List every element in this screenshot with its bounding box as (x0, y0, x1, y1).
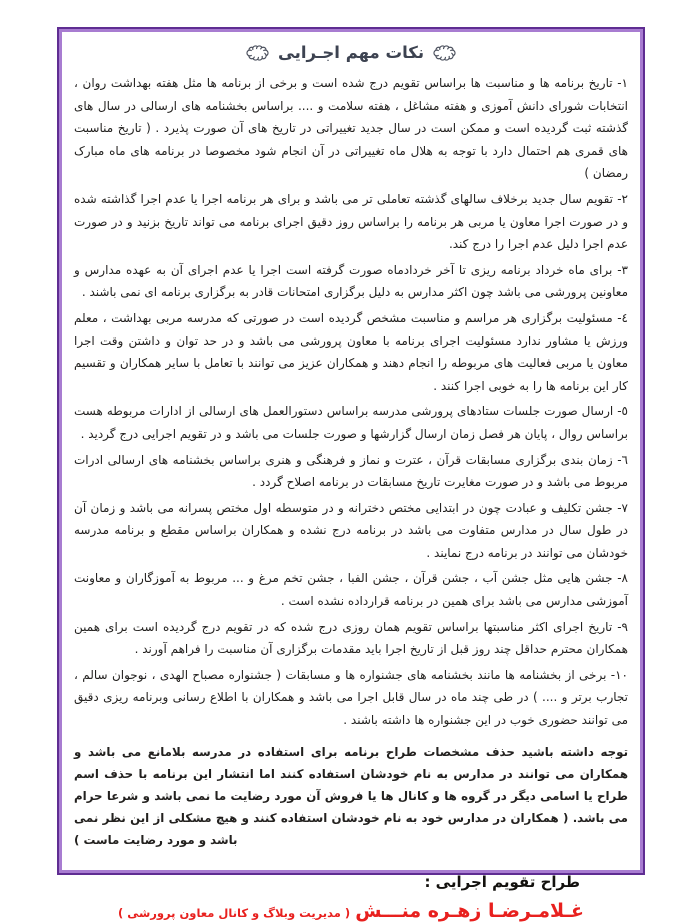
note-item-10: ۱۰- برخی از بخشنامه ها مانند بخشنامه های جشنواره ها و مسابقات ( جشنواره مصباح الهدی ، نوجوان سالم ، تجارب برتر و .... ) در طی چند ماه در سال قابل اجرا می باشد و همکاران با اطلاع رسانی وبرنامه ریزی دقیق می توانند حضوری خوب در این جشنواره ها داشته باشند . (74, 667, 628, 728)
page-title: نکات مهم اجـرایی (277, 43, 425, 62)
page-title-row (74, 43, 628, 62)
usage-warning-note: توجه داشته باشید حذف مشخصات طراح برنامه برای استفاده در مدرسه بلامانع می باشد و همکاران می توانند در مدارس به نام خودشان استفاده کنند اما انتشار این برنامه با حذف اسم طراح یا اسامی دیگر در گروه ها و کانال ها یا فروش آن مورد رضایت ما نمی باشد و شرعا حرام می باشد. ( همکاران در مدارس خود به نام خودشان استفاده کنند و هیچ مشکلی از این نظر نمی باشد و مورد رضایت ماست ) (74, 744, 628, 847)
designer-label: طراح تقویم اجرایی : (424, 872, 580, 891)
note-item-9: ۹- تاریخ اجرای اکثر مناسبتها براساس تقویم همان روزی درج شده که در تقویم درج گردیده است برای همین همکاران محترم حداقل چند روز قبل از تاریخ اجرا باید مقدمات برگزاری آن مناسبت را فراهم آورند . (74, 619, 628, 657)
note-item-5: ٥- ارسال صورت جلسات ستادهای پرورشی مدرسه براساس دستورالعمل های ارسالی از ادارات مربوطه هست براساس روال ، پایان هر فصل زمان ارسال گزارشها و صورت جلسات می باشد و در تقویم اجرایی درج گردید . (74, 404, 628, 441)
note-item-7: ۷- جشن تکلیف و عبادت چون در ابتدایی مختص دخترانه و در متوسطه اول مختص پسرانه می باشد و زمان آن در طول سال در مدارس متفاوت می باشد در برنامه درج نشده و همکاران براساس مقطع و برنامه مدرسه خودشان می توانند در برنامه درج نمایند . (74, 500, 628, 560)
note-item-3: ۳- برای ماه خرداد برنامه ریزی تا آخر خردادماه صورت گرفته است اجرا یا عدم اجرای آن به عهده مدارس و معاونین پرورشی می باشد چون اکثر مدارس به دلیل برگزاری امتحانات قادر به برگزاری برنامه ای نمی باشند . (74, 262, 628, 300)
designer-role: ( مدیریت وبلاگ و کانال معاون پرورشی ) (118, 905, 351, 920)
note-item-1: ۱- تاریخ برنامه ها و مناسبت ها براساس تقویم درج شده است و برخی از برنامه ها مثل هفته بهداشت روان ، انتخابات شورای دانش آموزی و هفته مشاغل ، هفته سلامت و .... براساس بخشنامه های ارسالی در سال های گذشته ثبت گردیده است و ممکن است در سال جدید تغییراتی در تاریخ های آن صورت پذیرد . ( تاریخ مناسبت های قمری هم احتمال دارد با توجه به هلال ماه تغییراتی در آن انجام شود مخصوصا در برنامه های ماه مبارک رمضان ) (74, 76, 628, 181)
document-page-border (57, 27, 645, 922)
note-item-8: ۸- جشن هایی مثل جشن آب ، جشن قرآن ، جشن الفبا ، جشن تخم مرغ و ... مربوط به آموزگاران و معاونت آموزشی مدارس می باشد برای همین در برنامه قرارداده نشده است . (74, 571, 628, 609)
designer-name: غـلامـرضـا زهـره منـــش (355, 899, 584, 922)
document-page (59, 29, 643, 922)
notes-list (74, 72, 628, 851)
cloud-ornament-icon (433, 45, 456, 61)
designer-line (74, 900, 628, 922)
note-item-6: ٦- زمان بندی برگزاری مسابقات قرآن ، عترت و نماز و فرهنگی و هنری براساس بخشنامه های ارسالی ادرات مربوط می باشد و در صورت مغایرت تاریخ مسابقات در برنامه اصلاح گردد . (74, 452, 628, 490)
note-item-4: ٤- مسئولیت برگزاری هر مراسم و مناسبت مشخص گردیده است در صورتی که مدرسه مربی بهداشت ، معلم ورزش یا مشاور ندارد مسئولیت اجرای برنامه با معاون پرورشی می باشد و در حد توان و داشتن وقت اجرا معاون یا مربی فعالیت های مربوطه را انجام دهند و همکاران عزیز می توانند با تعامل با سایر همکاران و تقسیم کار این برنامه ها را به خوبی اجرا کنند . (74, 310, 628, 393)
note-item-2: ۲- تقویم سال جدید برخلاف سالهای گذشته تعاملی تر می باشد و برای هر برنامه اجرا یا عدم اجرا گذاشته شده و در صورت اجرا معاون یا مربی هر برنامه را براساس روز دقیق اجرای برنامه می تواند تاریخ بزنید و در صورت عدم اجرا دلیل عدم اجرا را درج کند. (74, 191, 628, 252)
cloud-ornament-icon (246, 45, 269, 61)
